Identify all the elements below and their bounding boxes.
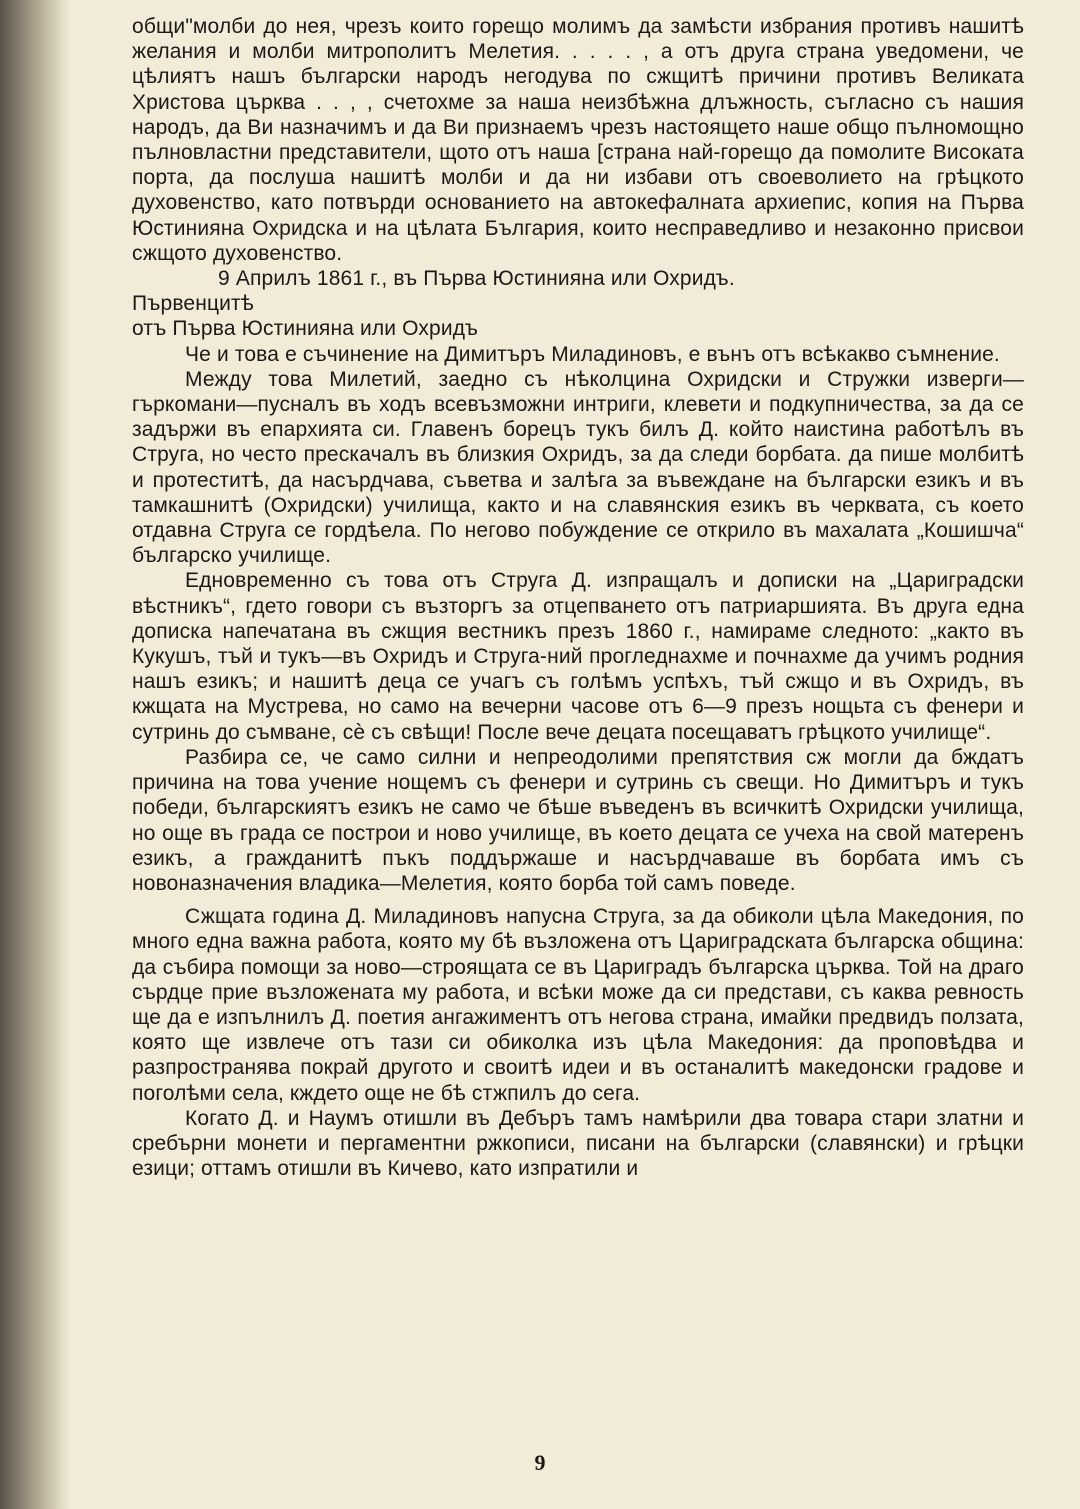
page-binding-shadow <box>0 0 70 1509</box>
paragraph-authorship: Че и това е съчинение на Димитъръ Миладиновъ, е вънъ отъ всѣкакво съмнение. <box>185 342 1000 366</box>
page-number: 9 <box>534 1450 546 1475</box>
paragraph-night-school: Разбира се, че само силни и непреодолими препятствия сж могли да бждатъ причина на това учение нощемъ съ фенери и сутринь съ свещи. Но Димитъръ и тукъ победи, българскиятъ езикъ не само че бѣше въведенъ въ всичкитѣ Охридски училища, но още въ града се построи и ново училище, въ което децата се учеха на свой матеренъ езикъ, а гражданитѣ пъкъ поддържаше и насърдчаваше въ борбата имъ съ новоназначения владика—Мелетия, която борба той самъ поведе. <box>132 745 1024 895</box>
signature-place: отъ Първа Юстинияна или Охридъ <box>132 317 478 341</box>
document-page <box>132 14 1024 1494</box>
signature-title: Първенцитѣ <box>132 292 254 316</box>
paragraph-correspondence: Едновременно съ това отъ Струга Д. изпращалъ и дописки на „Цариградски вѣстникъ“, гдето говори съ възторгъ за отцепването отъ патриаршията. Въ друга една дописка напечатана въ сжщия вестникъ презъ 1860 г., намираме следното: „както въ Кукушъ, тъй и тукъ—въ Охридъ и Струга-ний прогледнахме и почнахме да учимъ родния нашъ езикъ; и нашитѣ деца се учагъ съ голѣмъ успѣхъ, тъй сжщо и въ Охридъ, въ кжщата на Мустрева, но само на вечерни часове отъ 6—9 презъ нощьта съ фенери и сутринь до съмване, сѐ съ свѣщи! После вече децата посещаватъ грѣцкото училище“. <box>132 569 1024 744</box>
paragraph-petition-text: общи"молби до нея, чрезъ които горещо молимъ да замѣсти избрания противъ нашитѣ желания и молби митрополитъ Мелетия. . . . . , а отъ друга страна уведомени, че цѣлиятъ нашъ български народъ негодува по сжщитѣ причини противъ Великата Христова църква . . , , счетохме за наша неизбѣжна длъжность, съгласно съ нашия народъ, да Ви назначимъ и да Ви признаемъ чрезъ настоящето наше общо пълномощно пълновластни представители, щото отъ наша [страна най-горещо да помолите Високата порта, да послуша нашитѣ молби и да ни избави отъ своеволието на грѣцкото духовенство, като потвърди основанието на автокефалната архиепис, копия на Първа Юстинияна Охридска и на цѣлата България, които несправедливо и незаконно присвои сжщото духовенство. <box>132 15 1024 265</box>
document-body <box>132 14 1024 1181</box>
paragraph-meletius-intrigues: Между това Милетий, заедно съ нѣколцина Охридски и Стружки изверги—гъркомани—пусналъ въ ходъ всевъзможни интриги, клевети и подкупничества, за да се задържи въ епархията си. Главенъ борецъ тукъ билъ Д. който наистина работѣлъ въ Струга, но често прескачалъ въ близкия Охридъ, за да следи борбата. да пише молбитѣ и протеститѣ, да насърдчава, съветва и залѣга за въвеждане на български езикъ и въ тамкашнитѣ (Охридски) училища, както и на славянския езикъ въ черквата, съ което отдавна Струга се гордѣела. По негово побуждение се открило въ махалата „Кошишча“ българско училище. <box>132 367 1024 568</box>
paragraph-debar-kichevo: Когато Д. и Наумъ отишли въ Дебъръ тамъ намѣрили два товара стари златни и сребърни монети и пергаментни ржкописи, писани на български (славянски) и грѣцки езици; оттамъ отишли въ Кичево, като изпратили и <box>132 1106 1024 1181</box>
date-line: 9 Априлъ 1861 г., въ Първа Юстинияна или Охридъ. <box>218 267 735 291</box>
paragraph-macedonia-tour: Сжщата година Д. Миладиновъ напусна Струга, за да обиколи цѣла Македония, по много една важна работа, която му бѣ възложена отъ Цариградската българска община: да събира помощи за ново—строящата се въ Цариградъ българска църква. Той на драго сърдце прие възложената му работа, и всѣки може да си представи, съ каква ревность ще да е изпълнилъ Д. поетия ангажиментъ отъ негова страна, имайки предвидъ ползата, която ще извлече отъ тази си обиколка изъ цѣла Македония: да проповѣдва и разпространява покрай другото и своитѣ идеи и въ останалитѣ македонски градове и поголѣми села, кждето още не бѣ стжпилъ до сега. <box>132 905 1024 1105</box>
